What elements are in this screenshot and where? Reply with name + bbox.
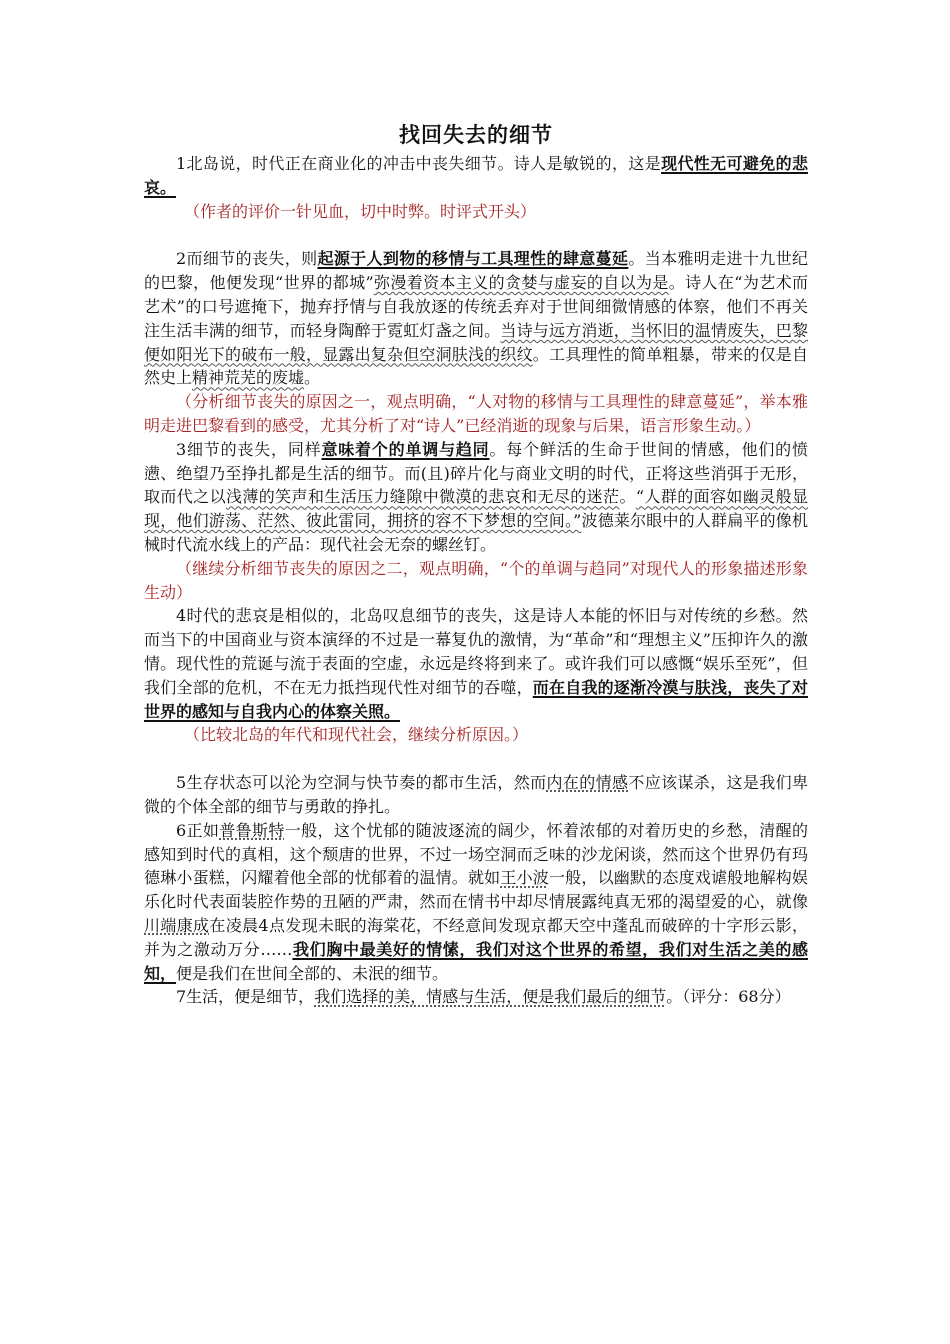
paragraph-1 bbox=[144, 152, 808, 200]
p6-name-wang-xiaobo: 王小波 bbox=[500, 868, 549, 888]
paragraph-6 bbox=[144, 819, 808, 986]
p1-text: 1北岛说，时代正在商业化的冲击中丧失细节。诗人是敏锐的，这是 bbox=[176, 154, 662, 173]
p6-bold-underline: 我们胸中最美好的情愫，我们对这个世界的希望，我们对生活之美的感知， bbox=[144, 939, 808, 983]
p6-text-a: 6正如 bbox=[176, 820, 220, 840]
paragraph-3 bbox=[144, 438, 808, 557]
p1-bold-underline: 现代性无可避免的悲哀。 bbox=[144, 154, 808, 197]
p7-text-a: 7生活，便是细节， bbox=[176, 987, 315, 1007]
p6-name-proust: 普鲁斯特 bbox=[219, 820, 285, 840]
p2-text-g: 。工具理性的简单粗暴，带来的仅是自然史上 bbox=[144, 344, 808, 388]
p2-bold-underline: 起源于人到物的移情与工具理性的肆意蔓延 bbox=[317, 249, 629, 269]
p3-wavy-underline-1: 浅薄的笑声和生活压力缝隙中微漠的悲哀和无尽的迷茫 bbox=[225, 487, 620, 507]
blank-line bbox=[144, 747, 808, 771]
p2-wavy-underline-2: 当诗与远方消逝，当怀旧的温情废失，巴黎便如阳光下的破布一般，显露出复杂但空洞肤浅的织纹 bbox=[144, 320, 808, 364]
p6-text-e: 一般，以幽默的态度戏谑般地解构娱乐化时代表面装腔作势的丑陋的严肃，然而在情书中却尽情展露纯真无邪的渴望爱的心，就像 bbox=[144, 868, 808, 912]
p6-text-i: 便是我们在世间全部的、未泯的细节。 bbox=[176, 963, 449, 983]
paragraph-4 bbox=[144, 604, 808, 723]
p2-text-e: 。诗人在“为艺术而艺术”的口号遮掩下，抛弃抒情与自我放逐的传统丢弃对于世间细微情感的体察，他们不再关注生活丰满的细节，而轻身陶醉于霓虹灯盏之间。 bbox=[144, 273, 808, 340]
p7-text-c: 。（评分：68分） bbox=[666, 987, 791, 1007]
p2-text-a: 2而细节的丧失，则 bbox=[176, 249, 318, 269]
paragraph-7 bbox=[144, 985, 808, 1009]
p5-text-c: 不应该谋杀，这是我们卑微的个体全部的细节与勇敢的挣扎。 bbox=[144, 773, 808, 816]
blank-line bbox=[144, 223, 808, 247]
comment-1: （作者的评价一针见血，切中时弊。时评式开头） bbox=[184, 201, 537, 221]
p3-text-a: 3细节的丧失，同样 bbox=[176, 439, 322, 459]
comment-3: （继续分析细节丧失的原因之二，观点明确，“个的单调与趋同”对现代人的形象描述形象生动） bbox=[144, 558, 808, 602]
p3-text-e: 。 bbox=[619, 487, 636, 507]
document-page bbox=[144, 120, 808, 1009]
p2-wavy-underline-3: 精神荒芜的废墟 bbox=[192, 368, 305, 388]
p2-wavy-underline-1: 弥漫着资本主义的贪婪与虚妄的自以为是 bbox=[373, 273, 669, 293]
p3-text-c: 。每个鲜活的生命于世间的情感，他们的愤懑、绝望乃至挣扎都是生活的细节。而(且)碎片化与商业文明的时代，正将这些消弭于无形，取而代之以 bbox=[144, 439, 808, 507]
comment-4: （比较北岛的年代和现代社会，继续分析原因。） bbox=[184, 725, 529, 745]
p3-wavy-underline-2: “人群的面容如幽灵般显现，他们游荡、茫然、彼此雷同，拥挤的容不下梦想的空间。” bbox=[144, 487, 808, 531]
p6-text-g: 在凌晨4点发现未眠的海棠花，不经意间发现京都天空中蓬乱而破碎的十字形云影，并为之激动万分…… bbox=[144, 915, 808, 959]
p2-text-c: 。当本雅明走进十九世纪的巴黎，他便发现“世界的都城” bbox=[144, 249, 808, 293]
essay-title: 找回失去的细节 bbox=[399, 122, 553, 147]
p4-text: 4时代的悲哀是相似的，北岛叹息细节的丧失，这是诗人本能的怀旧与对传统的乡愁。然而当下的中国商业与资本演绎的不过是一幕复仇的激情，为“革命”和“理想主义”压抑许久的激情。现代性的荒诞与流于表面的空虚，永远是终将到来了。或许我们可以感慨“娱乐至死”，但我们全部的危机，不在无力抵挡现代性对细节的吞噬， bbox=[144, 606, 808, 697]
p4-bold-underline: 而在自我的逐渐冷漠与肤浅，丧失了对世界的感知与自我内心的体察关照。 bbox=[144, 677, 808, 721]
p5-text-a: 5生存状态可以沦为空洞与快节奏的都市生活，然而 bbox=[176, 773, 547, 793]
comment-2: （分析细节丧失的原因之一，观点明确，“人对物的移情与工具理性的肆意蔓延”，举本雅明走进巴黎看到的感受，尤其分析了对“诗人”已经消逝的现象与后果，语言形象生动。） bbox=[144, 392, 808, 435]
paragraph-5 bbox=[144, 771, 808, 819]
paragraph-2 bbox=[144, 247, 808, 390]
p5-dotted-underline: 内在的情感 bbox=[546, 773, 629, 793]
p7-dotted-underline: 我们选择的美，情感与生活，便是我们最后的细节 bbox=[314, 987, 667, 1007]
p2-text-i: 。 bbox=[304, 368, 321, 388]
p3-bold-underline: 意味着个的单调与趋同 bbox=[321, 439, 490, 459]
p6-name-kawabata: 川端康成 bbox=[144, 915, 210, 935]
p6-text-c: 一般，这个忧郁的随波逐流的阔少，怀着浓郁的对着历史的乡愁，清醒的感知到时代的真相，这个颓唐的世界，不过一场空洞而乏味的沙龙闲谈，然而这个世界仍有玛德琳小蛋糕，闪耀着他全部的忧郁着的温情。就如 bbox=[144, 820, 808, 888]
p3-text-g: 波德莱尔眼中的人群扁平的像机械时代流水线上的产品：现代社会无奈的螺丝钉。 bbox=[144, 511, 808, 554]
